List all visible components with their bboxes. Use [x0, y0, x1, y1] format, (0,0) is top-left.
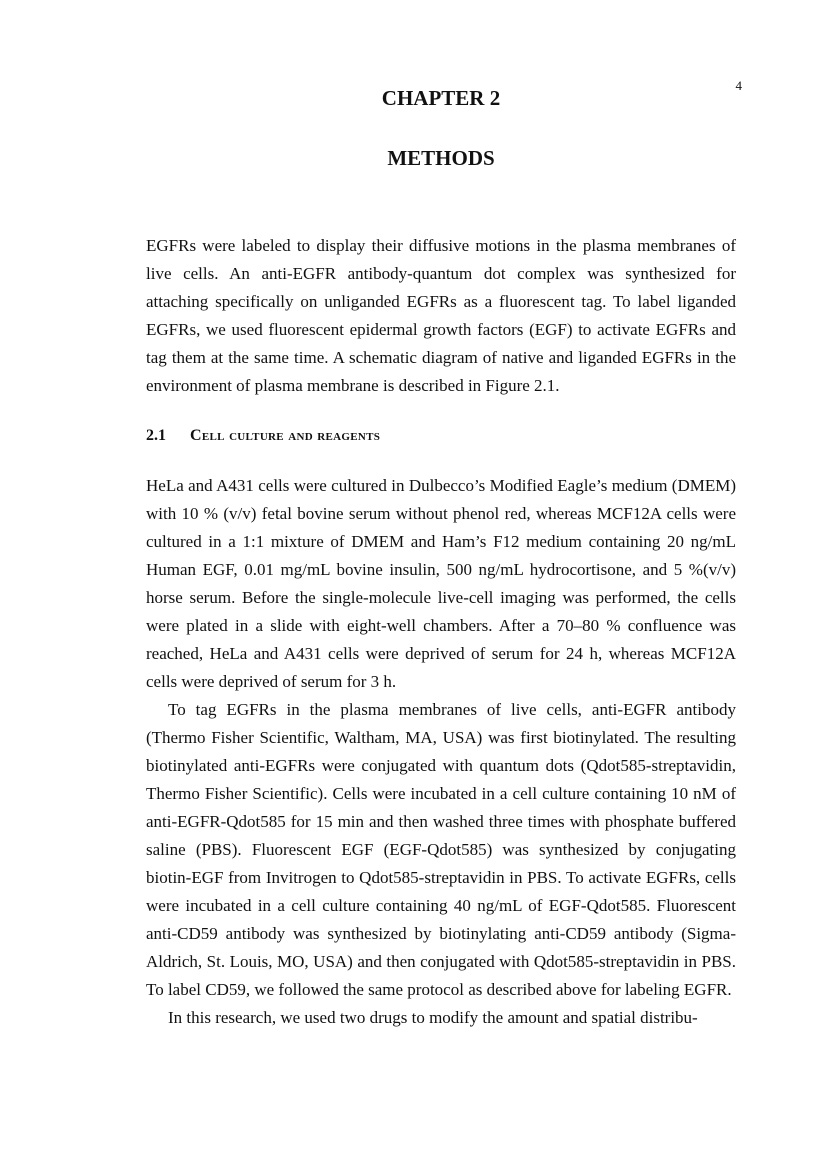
section-number: 2.1	[146, 427, 166, 444]
section-paragraph: In this research, we used two drugs to modify the amount and spatial distribu-	[168, 1008, 698, 1027]
intro-paragraph: EGFRs were labeled to display their diffusive motions in the plasma membranes of live cells. An anti-EGFR antibody-quantum dot complex was synthesized for attaching specifically on unliganded EGFRs as a fluorescent tag. To label liganded EGFRs, we used fluorescent epidermal growth factors (EGF) to activate EGFRs and tag them at the same time. A schematic diagram of native and liganded EGFRs in the environment of plasma membrane is described in Figure 2.1.	[146, 236, 736, 395]
chapter-title: METHODS	[387, 146, 495, 170]
section-body	[146, 472, 736, 1032]
intro-text	[146, 232, 736, 400]
section-paragraph: HeLa and A431 cells were cultured in Dulbecco’s Modified Eagle’s medium (DMEM) with 10 % (v/v) fetal bovine serum without phenol red, whereas MCF12A cells were cultured in a 1:1 mixture of DMEM and Ham’s F12 medium containing 20 ng/mL Human EGF, 0.01 mg/mL bovine insulin, 500 ng/mL hydrocortisone, and 5 %(v/v) horse serum. Before the single-molecule live-cell imaging was performed, the cells were plated in a slide with eight-well chambers. After a 70–80 % confluence was reached, HeLa and A431 cells were deprived of serum for 24 h, whereas MCF12A cells were deprived of serum for 3 h.	[146, 476, 736, 691]
chapter-label: CHAPTER 2	[381, 86, 501, 110]
section-paragraph: To tag EGFRs in the plasma membranes of live cells, anti-EGFR antibody (Thermo Fisher Scientific, Waltham, MA, USA) was first biotinylated. The resulting biotinylated anti-EGFRs were conjugated with quantum dots (Qdot585-streptavidin, Thermo Fisher Scientific). Cells were incubated in a cell culture containing 10 nM of anti-EGFR-Qdot585 for 15 min and then washed three times with phosphate buffered saline (PBS). Fluorescent EGF (EGF-Qdot585) was synthesized by conjugating biotin-EGF from Invitrogen to Qdot585-streptavidin in PBS. To activate EGFRs, cells were incubated in a cell culture containing 40 ng/mL of EGF-Qdot585. Fluorescent anti-CD59 antibody was synthesized by biotinylating anti-CD59 antibody (Sigma-Aldrich, St. Louis, MO, USA) and then conjugated with Qdot585-streptavidin in PBS. To label CD59, we followed the same protocol as described above for labeling EGFR.	[146, 700, 736, 999]
page-number: 4	[735, 78, 742, 93]
section-heading	[146, 427, 736, 445]
section-title: Cell culture and reagents	[190, 427, 381, 444]
